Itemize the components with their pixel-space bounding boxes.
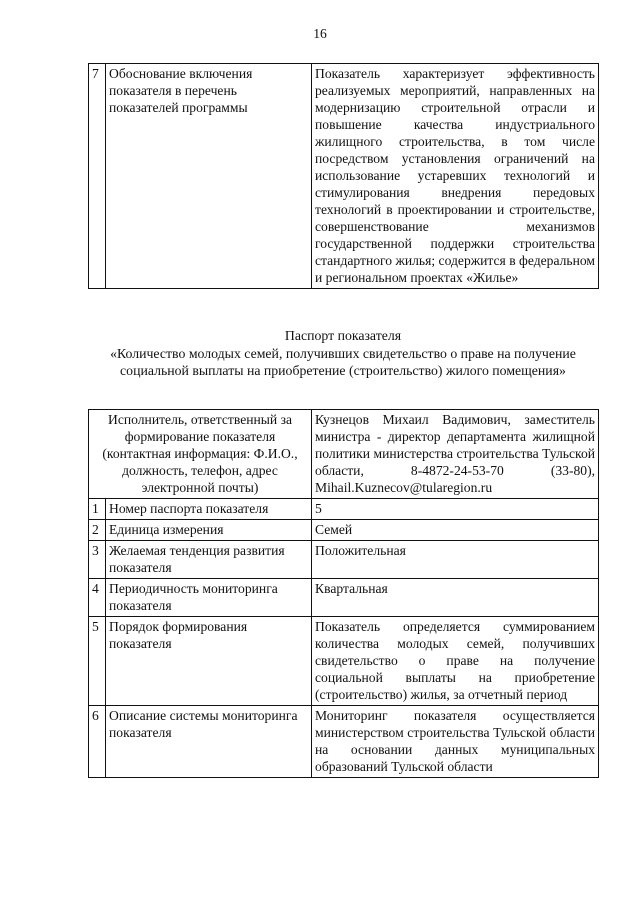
- row-number: 3: [89, 541, 106, 579]
- row-number: 7: [89, 64, 106, 289]
- row-label: Описание системы мониторинга показателя: [106, 706, 312, 778]
- row-label: Обоснование включения показателя в перечень показателей программы: [106, 64, 312, 289]
- table-row: [89, 617, 599, 706]
- row-label: Желаемая тенденция развития показателя: [106, 541, 312, 579]
- executor-contact: Кузнецов Михаил Вадимович, заместитель министра - директор департамента жилищной политики министерства строительства Тульской области, 8-4872-24-53-70 (33-80),: [315, 412, 596, 478]
- table-row: [89, 541, 599, 579]
- passport-title: Паспорт показателя: [284, 328, 402, 343]
- row-number: 4: [89, 579, 106, 617]
- passport-table: [88, 409, 599, 778]
- passport-heading: [88, 327, 598, 380]
- row-value: 5: [312, 499, 599, 520]
- executor-value: [312, 410, 599, 499]
- table-row: [89, 64, 599, 289]
- row-number: 2: [89, 520, 106, 541]
- row-value: Показатель определяется суммированием количества молодых семей, получивших свидетельство о праве на получение социальной выплаты на приобретение (строительство) жилья, за отчетный период: [312, 617, 599, 706]
- passport-indicator-name: «Количество молодых семей, получивших свидетельство о праве на получение социальной выплаты на приобретение (строительство) жилого помещения»: [110, 345, 576, 378]
- row-label: Номер паспорта показателя: [106, 499, 312, 520]
- row-label: Единица измерения: [106, 520, 312, 541]
- row-number: 1: [89, 499, 106, 520]
- table-row: [89, 579, 599, 617]
- row-label: Порядок формирования показателя: [106, 617, 312, 706]
- table-row-executor: [89, 410, 599, 499]
- page-number: 16: [313, 26, 327, 41]
- table-row: [89, 706, 599, 778]
- indicator-justification-table: [88, 63, 599, 289]
- row-label: Периодичность мониторинга показателя: [106, 579, 312, 617]
- row-value: Семей: [312, 520, 599, 541]
- table-row: [89, 499, 599, 520]
- table-row: [89, 520, 599, 541]
- row-value: Мониторинг показателя осуществляется министерством строительства Тульской области на основании данных муниципальных образований Тульской области: [312, 706, 599, 778]
- row-number: 5: [89, 617, 106, 706]
- row-value: Положительная: [312, 541, 599, 579]
- executor-label: Исполнитель, ответственный за формирование показателя (контактная информация: Ф.И.О., должность, телефон, адрес электронной почты): [89, 410, 312, 499]
- row-value: Квартальная: [312, 579, 599, 617]
- row-value: Показатель характеризует эффективность реализуемых мероприятий, направленных на модернизацию строительной отрасли и повышение качества индустриального жилищного строительства, в том числе посредством установления ограничений на использование устаревших технологий и стимулирования внедрения передовых технологий в проектировании и строительстве, совершенствование механизмов государственной поддержки строительства стандартного жилья; содержится в федеральном и региональном проектах «Жилье»: [312, 64, 599, 289]
- executor-email: Mihail.Kuznecov@tularegion.ru: [315, 480, 493, 495]
- row-number: 6: [89, 706, 106, 778]
